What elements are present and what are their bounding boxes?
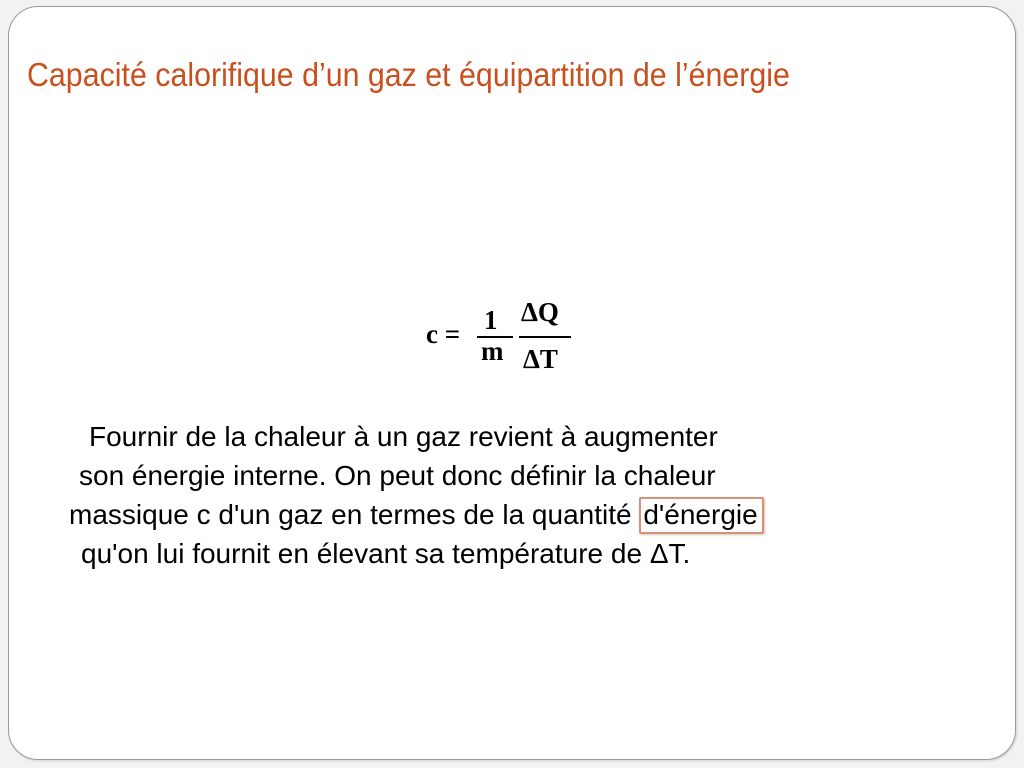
specific-heat-formula	[419, 297, 589, 387]
paragraph-line-1: Fournir de la chaleur à un gaz revient à augmenter	[89, 421, 718, 452]
paragraph-line-2: son énergie interne. On peut donc définir la chaleur	[79, 460, 716, 491]
formula-fraction2-numerator: ΔQ	[521, 297, 559, 327]
slide-frame	[8, 6, 1016, 760]
highlighted-term: d'énergie	[639, 497, 763, 534]
paragraph-line-3	[69, 495, 764, 534]
slide-title: Capacité calorifique d’un gaz et équipartition de l’énergie	[27, 56, 790, 93]
formula-fraction1-numerator: 1	[484, 305, 498, 335]
formula-fraction2-bar	[519, 336, 571, 338]
formula-lhs: c =	[426, 319, 461, 349]
paragraph-line-4: qu'on lui fournit en élevant sa température de ΔT.	[81, 538, 691, 569]
formula-fraction1-denominator: m	[481, 336, 504, 366]
paragraph-line-3-text: massique c d'un gaz en termes de la quantité	[69, 499, 640, 530]
formula-fraction2-denominator: ΔT	[523, 344, 558, 374]
